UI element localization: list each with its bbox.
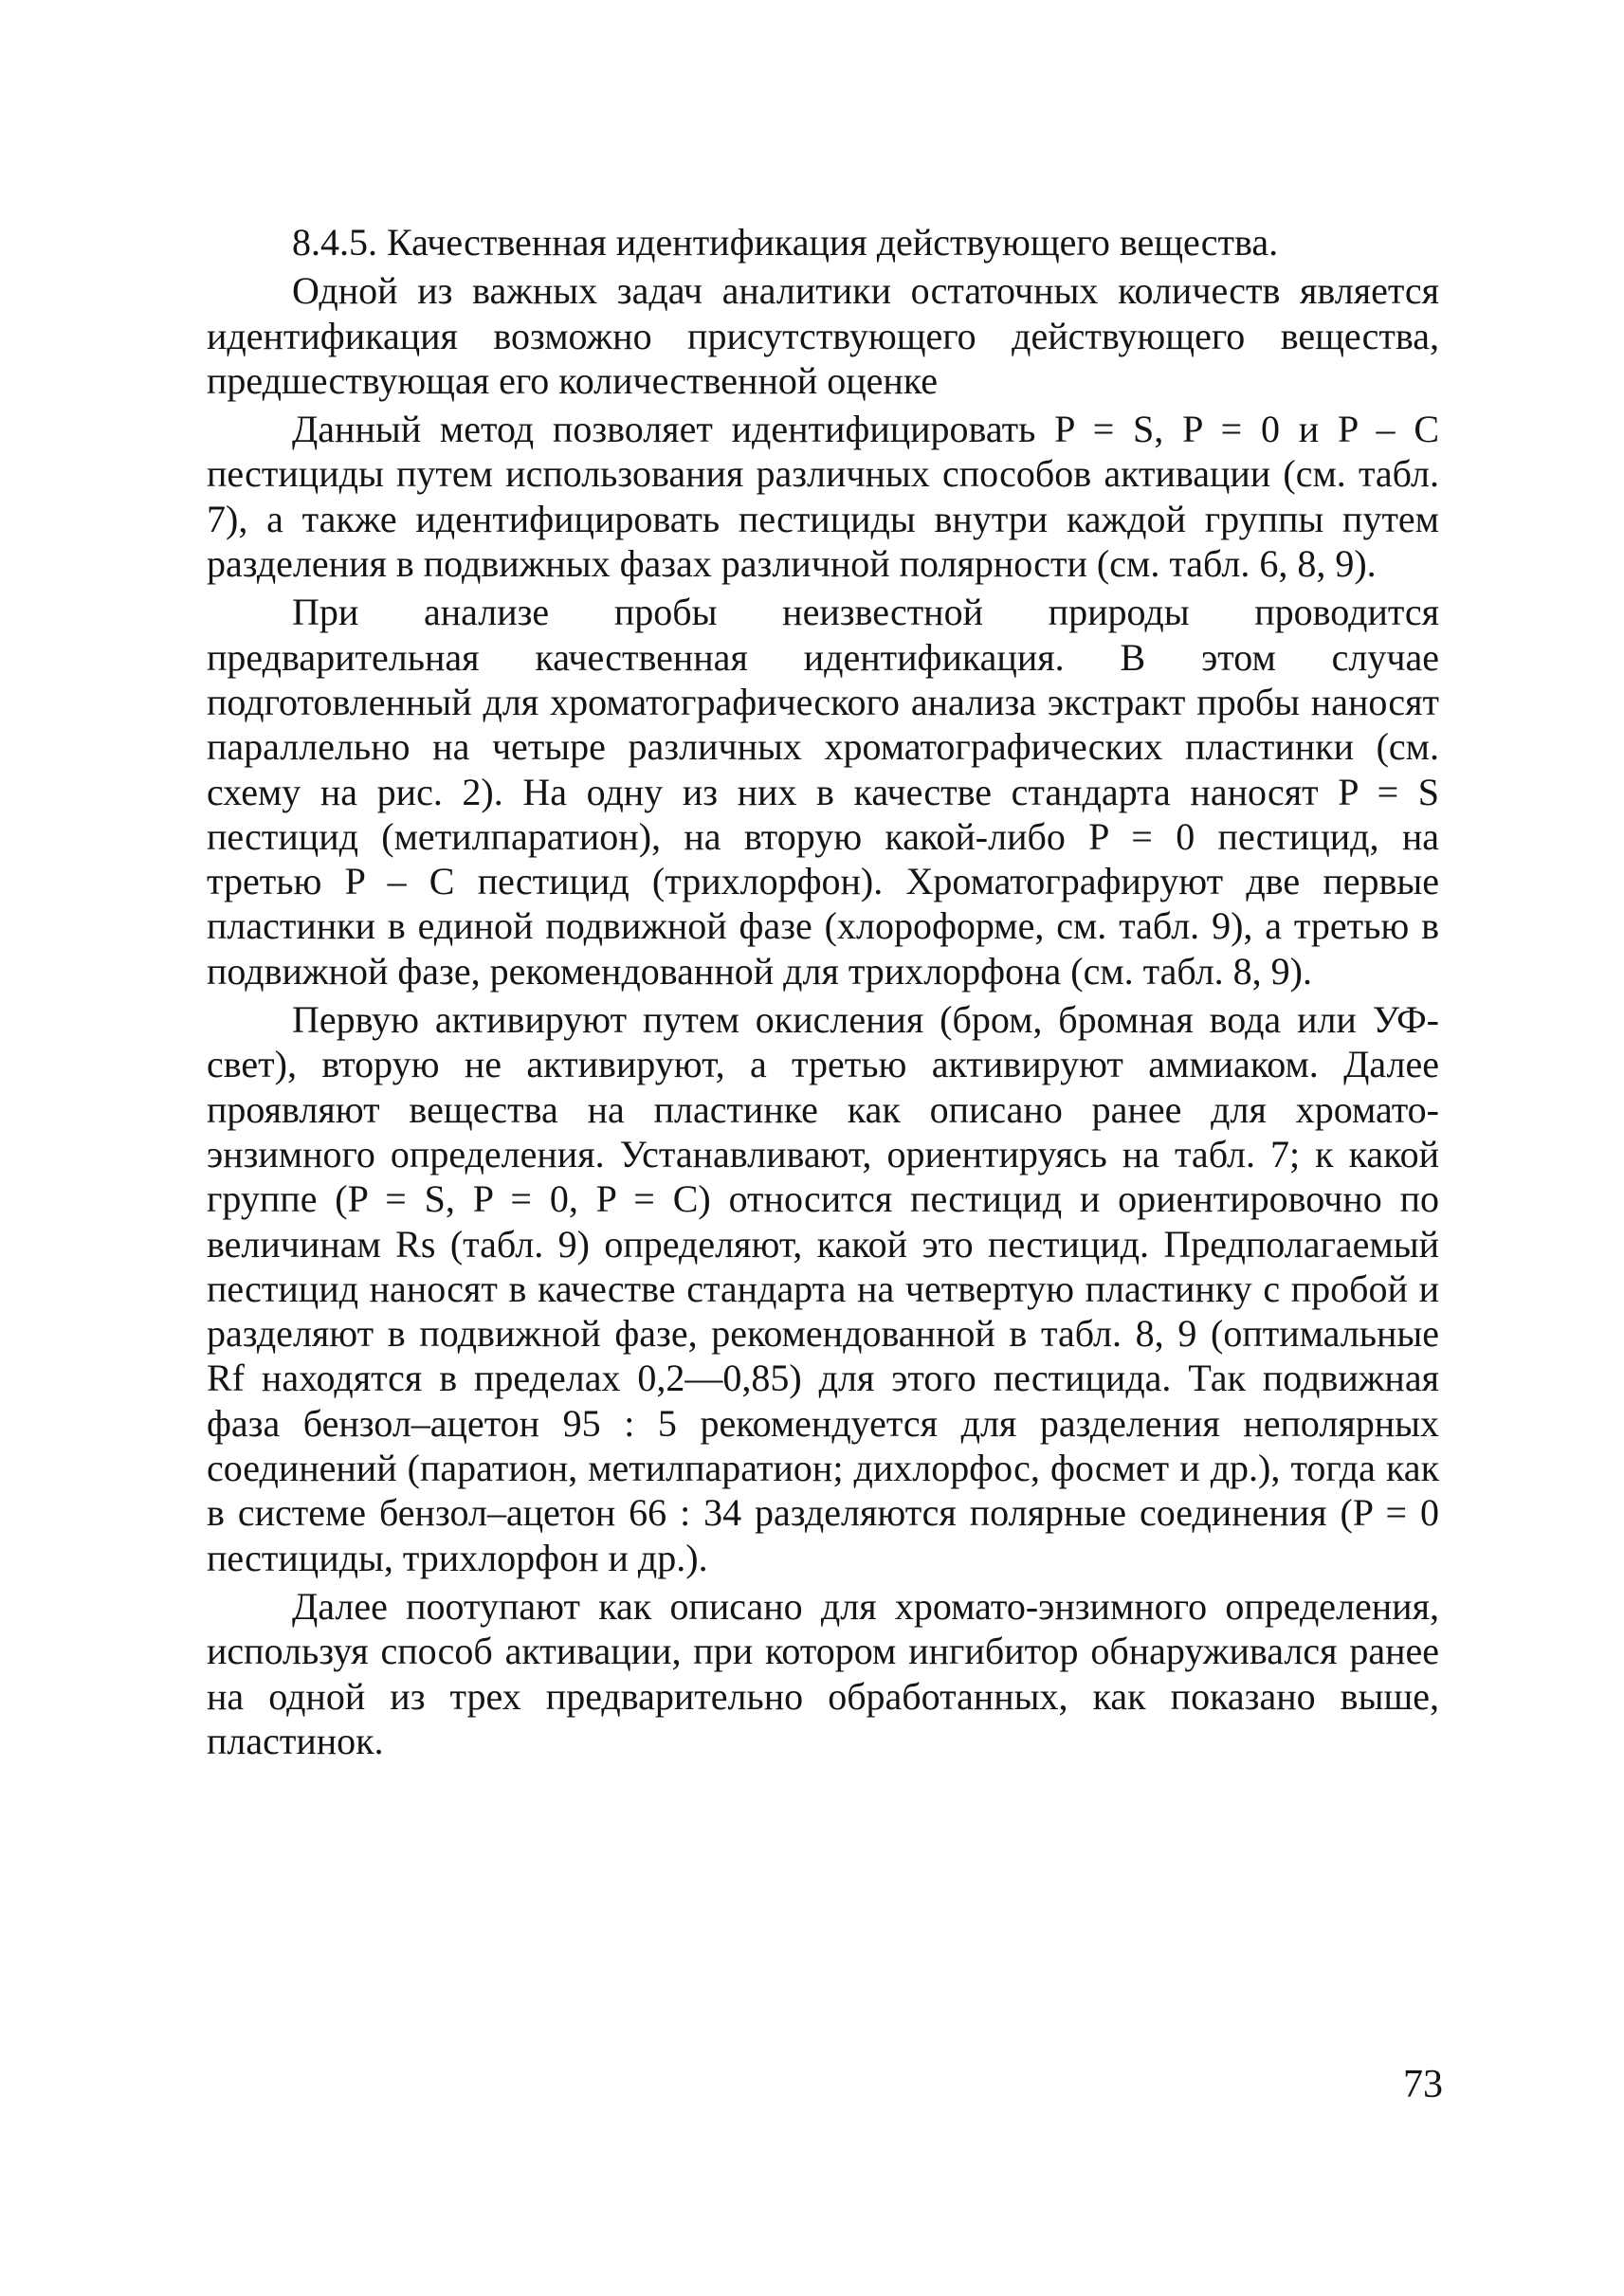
section-heading: 8.4.5. Качественная идентификация действующего вещества. (292, 221, 1279, 264)
paragraph: Далее поотупают как описано для хромато-энзимного определения, используя способ активации, при котором ингибитор обнаруживался ранее на одной из трех предварительно обработанных, как показано выше, пластинок. (207, 1584, 1439, 1762)
page-number: 73 (1403, 2063, 1443, 2106)
paragraph: Одной из важных задач аналитики остаточных количеств является идентификация возможно присутствующего действующего вещества, предшествующая его количественной оценке (207, 269, 1439, 402)
paragraph: При анализе пробы неизвестной природы проводится предварительная качественная идентификация. В этом случае подготовленный для хроматографического анализа экстракт пробы наносят параллельно на четыре различных хроматографических пластинки (см. схему на рис. 2). На одну из них в качестве стандарта наносят P = S пестицид (метилпаратион), на вторую какой-либо P = 0 пестицид, на третью P – C пестицид (трихлорфон). Хроматографируют две первые пластинки в единой подвижной фазе (хлороформе, см. табл. 9), а третью в подвижной фазе, рекомендованной для трихлорфона (см. табл. 8, 9). (207, 591, 1439, 993)
body-text (207, 220, 1439, 1763)
paragraph: Данный метод позволяет идентифицировать P = S, P = 0 и P – C пестициды путем использования различных способов активации (см. табл. 7), а также идентифицировать пестициды внутри каждой группы путем разделения в подвижных фазах различной полярности (см. табл. 6, 8, 9). (207, 408, 1439, 586)
paragraph: Первую активируют путем окисления (бром, бромная вода или УФ-свет), вторую не активируют, а третью активируют аммиаком. Далее проявляют вещества на пластинке как описано ранее для хромато-энзимного определения. Устанавливают, ориентируясь на табл. 7; к какой группе (P = S, P = 0, P = C) относится пестицид и ориентировочно по величинам Rs (табл. 9) определяют, какой это пестицид. Предполагаемый пестицид наносят в качестве стандарта на четвертую пластинку с пробой и разделяют в подвижной фазе, рекомендованной в табл. 8, 9 (оптимальные Rf находятся в пределах 0,2—0,85) для этого пестицида. Так подвижная фаза бензол–ацетон 95 : 5 рекомендуется для разделения неполярных соединений (паратион, метилпаратион; дихлорфос, фосмет и др.), тогда как в системе бензол–ацетон 66 : 34 разделяются полярные соединения (P = 0 пестициды, трихлорфон и др.). (207, 998, 1439, 1579)
